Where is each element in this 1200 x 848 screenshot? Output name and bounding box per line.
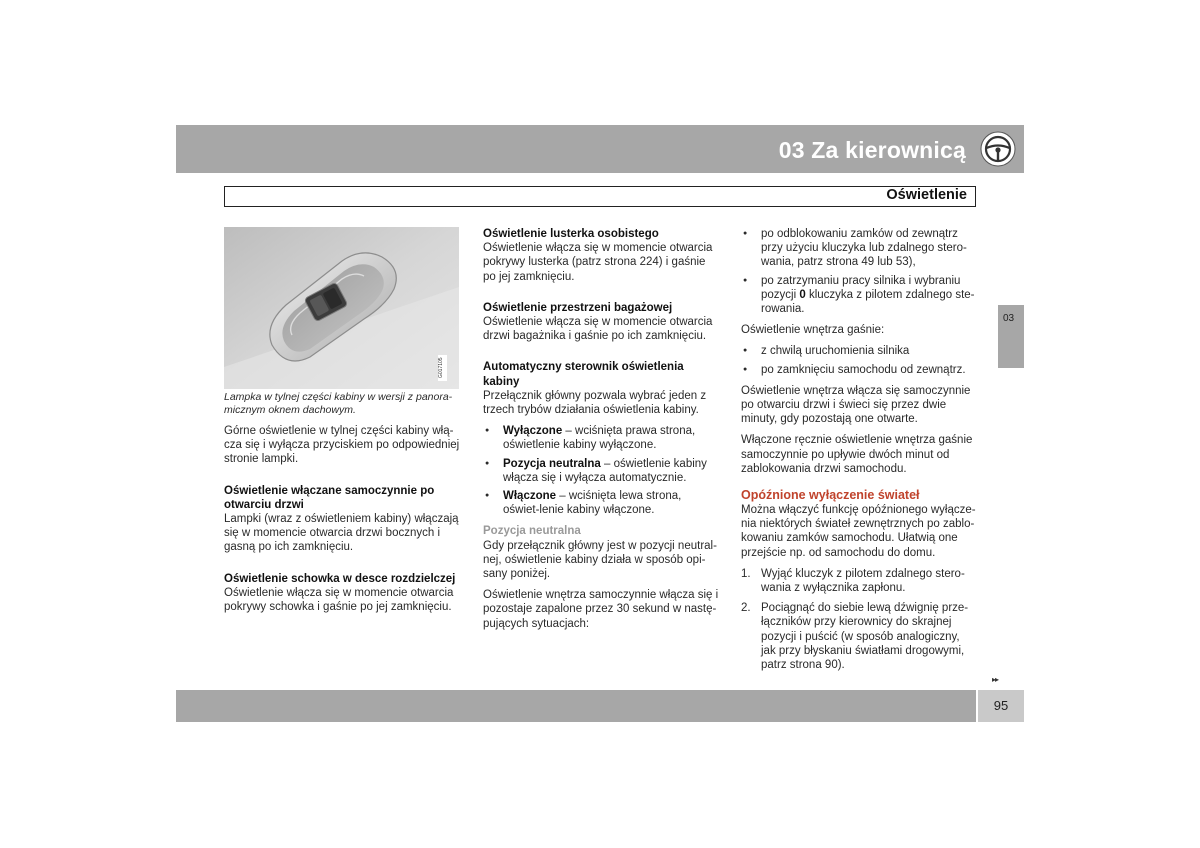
mode-description: – wciśnięta lewa strona, oświet-lenie kabiny włączone. — [503, 490, 682, 517]
paragraph-manual-off: Włączone ręcznie oświetlenie wnętrza gaśnie samoczynnie po upływie dwóch minut od zablokowania drzwi samochodu. — [741, 434, 973, 475]
section-header — [224, 186, 976, 207]
mode-list — [483, 424, 719, 517]
page-number: 95 — [993, 698, 1009, 713]
lights-on-list — [741, 227, 977, 316]
steps-list — [741, 567, 977, 672]
continue-arrows-icon: ▸▸ — [992, 675, 999, 684]
paragraph-trunk-lighting: Oświetlenie włącza się w momencie otwarcia drzwi bagażnika i gaśnie po ich zamknięciu. — [483, 316, 713, 343]
footer-band — [176, 690, 976, 722]
step-number: 2. — [741, 602, 751, 615]
mode-name: Wyłączone — [503, 425, 563, 438]
image-reference-code: G017105 — [438, 355, 447, 381]
heading-delayed-off: Opóźnione wyłączenie świateł — [741, 488, 920, 503]
list-text: po zatrzymaniu pracy silnika i wybraniu pozycji — [761, 274, 961, 301]
side-tab-label: 03 — [1003, 313, 1015, 324]
step-text: Wyjąć kluczyk z pilotem zdalnego stero-wania z wyłącznika zapłonu. — [761, 567, 965, 595]
list-text: po odblokowaniu zamków od zewnątrz przy użyciu kluczyka lub zdalnego stero-wania, patrz strona 49 lub 53), — [761, 228, 967, 269]
heading-mirror-lighting: Oświetlenie lusterka osobistego — [483, 228, 659, 240]
lights-off-list — [741, 344, 977, 376]
mode-description: – oświetlenie kabiny włącza się i wyłącza automatycznie. — [503, 457, 707, 484]
section-title: Oświetlenie — [886, 187, 967, 203]
column-1 — [224, 391, 460, 621]
paragraph-lights-off: Oświetlenie wnętrza gaśnie: — [741, 324, 885, 337]
chapter-side-tab — [998, 305, 1024, 368]
paragraph-doors-open: Oświetlenie wnętrza włącza się samoczynnie po otwarciu drzwi i świeci się przez dwie minuty, gdy pozostają one otwarte. — [741, 384, 971, 426]
heading-trunk-lighting: Oświetlenie przestrzeni bagażowej — [483, 301, 673, 314]
paragraph-glovebox-lighting: Oświetlenie włącza się w momencie otwarcia pokrywy schowka i gaśnie po jej zamknięciu. — [224, 586, 454, 614]
heading-door-lighting: Oświetlenie włączane samoczynnie po otwarciu drzwi — [224, 484, 435, 511]
list-item — [741, 274, 977, 317]
list-item — [741, 601, 977, 672]
list-item — [741, 567, 977, 595]
chapter-header — [176, 125, 1024, 173]
heading-auto-control: Automatyczny sterownik oświetlenia kabiny — [483, 361, 684, 388]
column-3 — [741, 227, 977, 678]
heading-neutral-position: Pozycja neutralna — [483, 525, 581, 538]
list-item — [483, 489, 719, 517]
cabin-lamp-photo — [224, 227, 459, 389]
heading-glovebox-lighting: Oświetlenie schowka w desce rozdzielczej — [224, 572, 456, 585]
column-2 — [483, 227, 719, 638]
paragraph-neutral-position: Gdy przełącznik główny jest w pozycji neutral-nej, oświetlenie kabiny działa w sposób opi-sany poniżej. — [483, 539, 717, 581]
list-text: kluczyka z pilotem zdalnego ste-rowania. — [761, 288, 975, 316]
step-text: Pociągnąć do siebie lewą dźwignię prze-łączników przy kierownicy do skrajnej pozycji i puścić (w sposób analogiczny, jak przy błyskaniu światłami drogowymi, patrz strona 90). — [761, 602, 969, 672]
chapter-title: 03 Za kierownicą — [778, 137, 966, 163]
paragraph-door-lighting: Lampki (wraz z oświetleniem kabiny) włączają się w momencie otwarcia drzwi bocznych i gasną po ich zamknięciu. — [224, 513, 459, 554]
photo-caption: Lampka w tylnej części kabiny w wersji z panora-micznym oknem dachowym. — [224, 391, 453, 416]
key-position: 0 — [799, 288, 806, 301]
list-item — [483, 457, 719, 485]
list-item — [741, 227, 977, 270]
mode-name: Pozycja neutralna — [503, 457, 601, 470]
list-item: ● z chwilą uruchomienia silnika — [741, 344, 977, 358]
paragraph-rear-lamp: Górne oświetlenie w tylnej części kabiny włą-cza się i wyłącza przyciskiem po odpowiedniej stronie lampki. — [224, 425, 460, 466]
paragraph-interior-auto: Oświetlenie wnętrza samoczynnie włącza się i pozostaje zapalone przez 30 sekund w nastę-pujących sytuacjach: — [483, 589, 719, 630]
page-number-box — [978, 690, 1024, 722]
paragraph-auto-control: Przełącznik główny pozwala wybrać jeden z trzech trybów działania oświetlenia kabiny. — [483, 389, 707, 417]
list-item — [483, 424, 719, 452]
step-number: 1. — [741, 567, 751, 580]
rear-cabin-lamp-illustration — [224, 227, 459, 389]
mode-name: Włączone — [503, 490, 557, 503]
list-item: ● po zamknięciu samochodu od zewnątrz. — [741, 363, 977, 377]
paragraph-delayed-off: Można włączyć funkcję opóźnionego wyłącze-nia niektórych świateł zewnętrznych po zablo-kowaniu zamków samochodu. Ułatwią one przejście np. od samochodu do domu. — [741, 504, 976, 559]
paragraph-mirror-lighting: Oświetlenie włącza się w momencie otwarcia pokrywy lusterka (patrz strona 224) i gaśnie po jej zamknięciu. — [483, 242, 713, 283]
mode-description: – wciśnięta prawa strona, oświetlenie kabiny wyłączone. — [503, 425, 696, 452]
steering-wheel-icon — [980, 131, 1016, 167]
